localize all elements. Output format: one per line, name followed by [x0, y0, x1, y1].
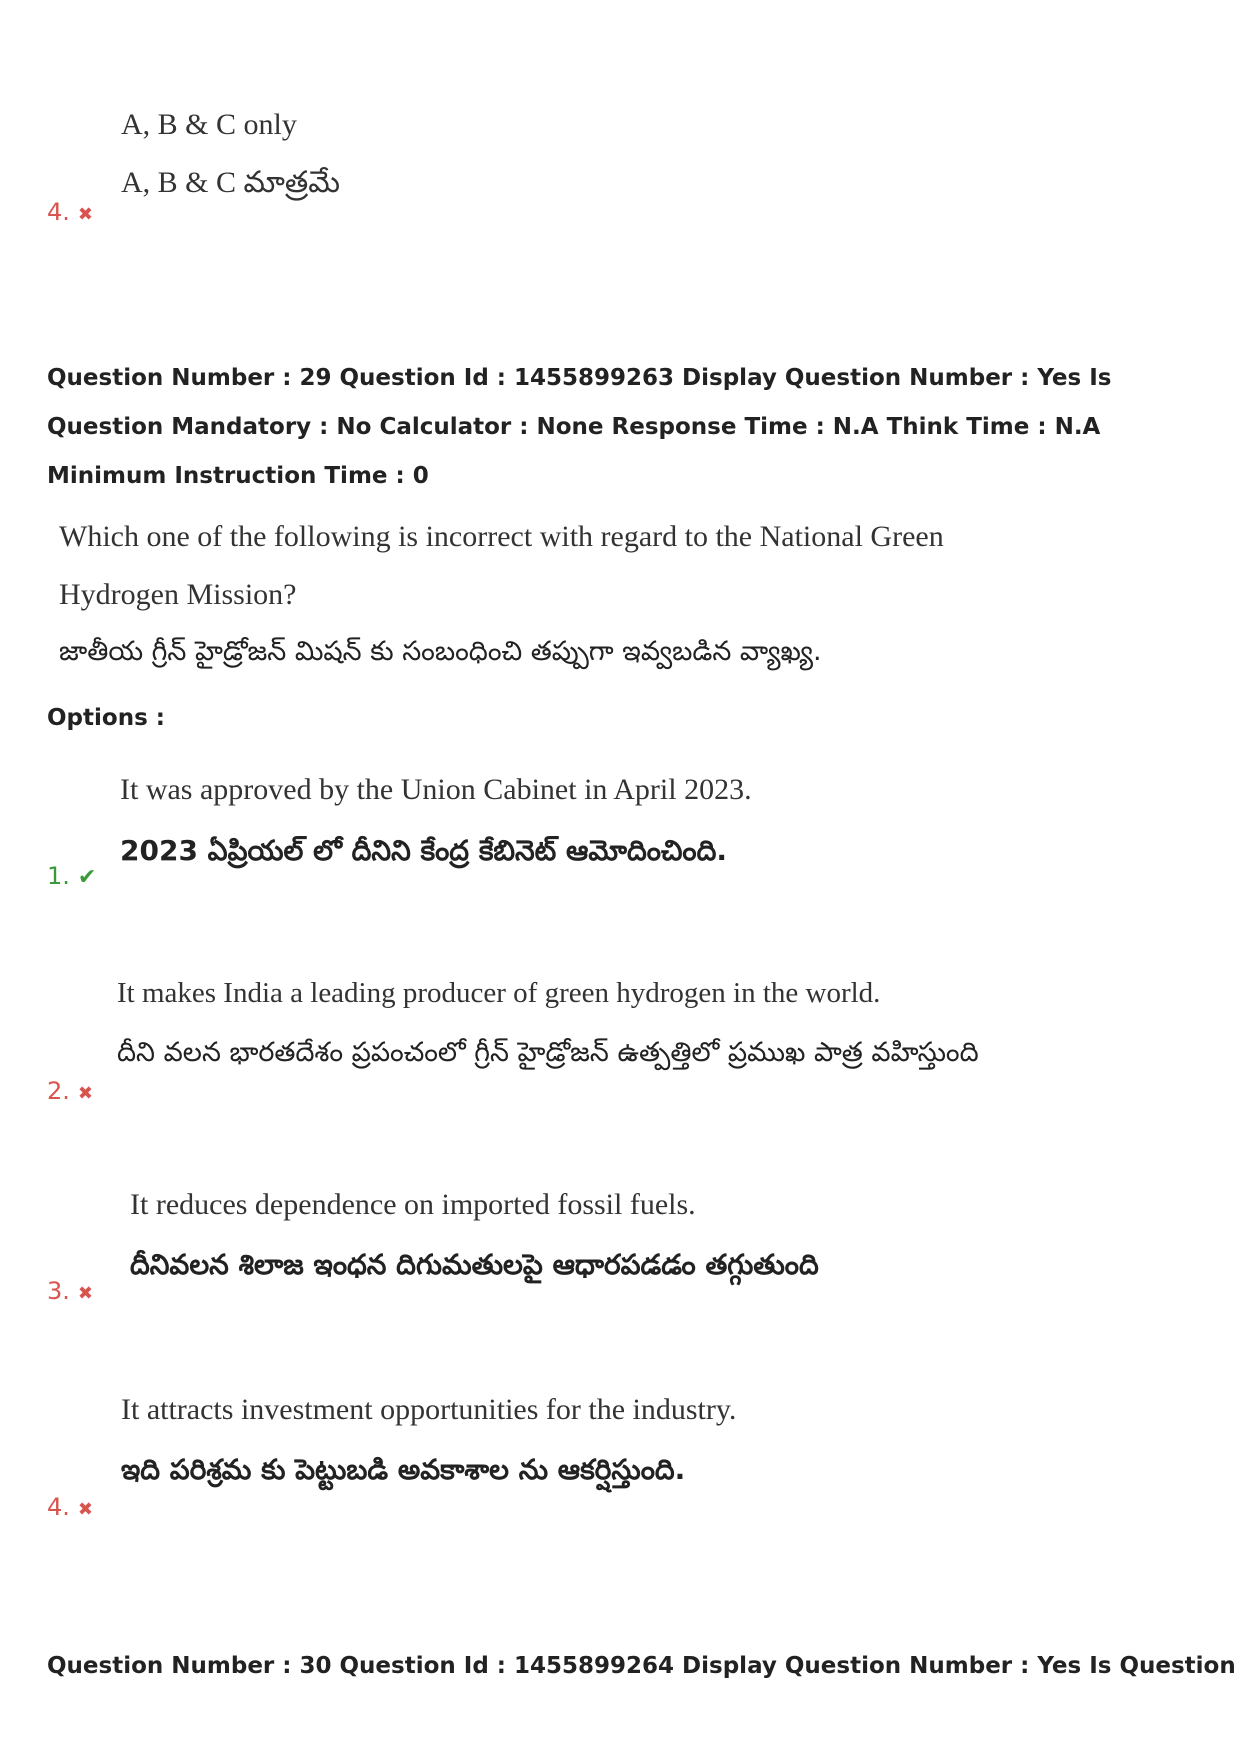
question-29-meta: Question Number : 29 Question Id : 1455899263 Display Question Number : Yes Is Question Mandatory : No Calculator : None Response Time : N.A Think Time : N.A Minimum Instruction Time : 0: [47, 365, 1112, 489]
prev-option-4-text-te: A, B & C మాత్రమే: [121, 166, 340, 199]
option-1-text-te: 2023 ఏప్రియల్ లో దీనిని కేంద్ర కేబినెట్ ఆమోదించింది.: [120, 834, 728, 867]
prev-option-4-number-label: 4.: [47, 198, 70, 226]
option-1-text-en: It was approved by the Union Cabinet in April 2023.: [120, 773, 752, 806]
option-3-number: [47, 1277, 93, 1305]
cross-icon: ✖: [77, 1283, 93, 1304]
options-label: Options :: [47, 705, 165, 731]
option-3-text-en: It reduces dependence on imported fossil fuels.: [130, 1188, 696, 1221]
prev-option-4-text-en: A, B & C only: [121, 108, 297, 141]
check-icon: ✔: [77, 865, 97, 890]
option-2-text-te: దీని వలన భారతదేశం ప్రపంచంలో గ్రీన్ హైడ్రోజన్ ఉత్పత్తిలో ప్రముఖ పాత్ర వహిస్తుంది: [117, 1037, 979, 1068]
question-30-meta: Question Number : 30 Question Id : 1455899264 Display Question Number : Yes Is Question: [47, 1653, 1236, 1679]
prev-option-4-number: [47, 198, 93, 226]
option-1-number: [47, 862, 96, 890]
option-2-text-en: It makes India a leading producer of green hydrogen in the world.: [117, 977, 881, 1009]
question-29-text-te: జాతీయ గ్రీన్ హైడ్రోజన్ మిషన్ కు సంబంధించి తప్పుగా ఇవ్వబడిన వ్యాఖ్య.: [59, 636, 822, 667]
option-4-number-label: 4.: [47, 1493, 70, 1521]
option-2-number: [47, 1077, 93, 1105]
cross-icon: ✖: [77, 204, 93, 225]
option-3-number-label: 3.: [47, 1277, 70, 1305]
option-2-number-label: 2.: [47, 1077, 70, 1105]
cross-icon: ✖: [77, 1499, 93, 1520]
option-4-text-te: ఇది పరిశ్రమ కు పెట్టుబడి అవకాశాల ను ఆకర్షిస్తుంది.: [121, 1453, 686, 1486]
option-4-number: [47, 1493, 93, 1521]
option-3-text-te: దీనివలన శిలాజ ఇంధన దిగుమతులపై ఆధారపడడం తగ్గుతుంది: [130, 1248, 819, 1281]
question-29-text-en-line1: Which one of the following is incorrect with regard to the National Green: [59, 520, 944, 553]
cross-icon: ✖: [77, 1083, 93, 1104]
option-1-number-label: 1.: [47, 862, 70, 890]
question-29-text-en-line2: Hydrogen Mission?: [59, 578, 297, 611]
option-4-text-en: It attracts investment opportunities for the industry.: [121, 1393, 737, 1426]
